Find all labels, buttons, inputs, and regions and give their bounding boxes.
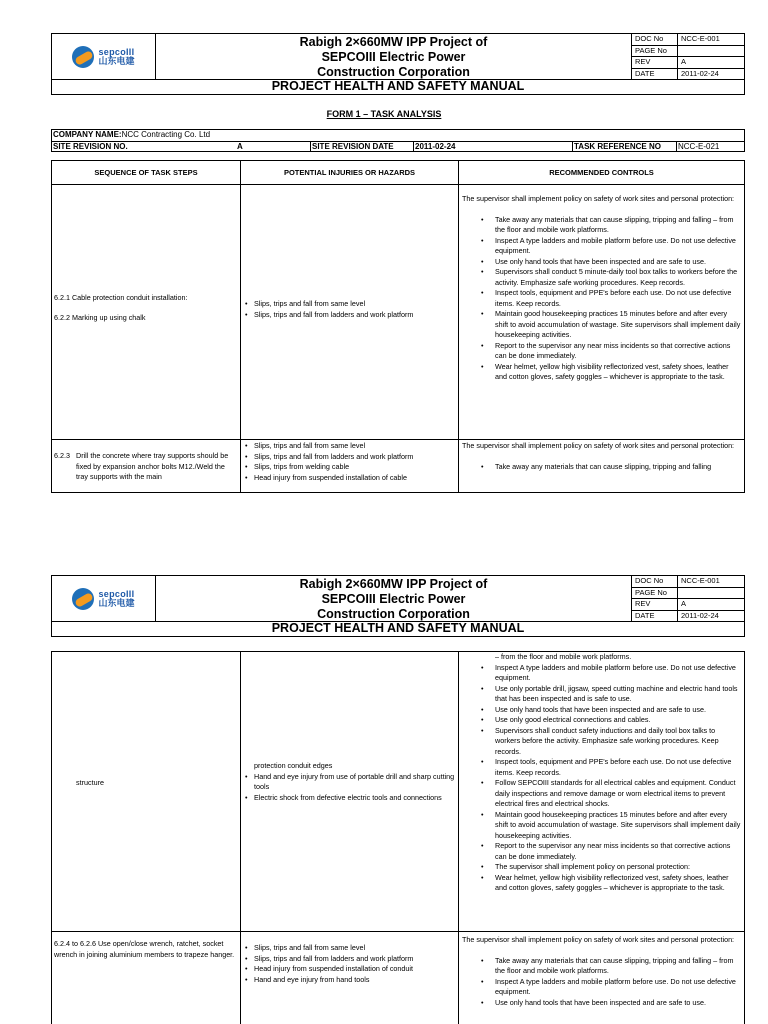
company-label: COMPANY NAME:: [53, 130, 122, 139]
controls-cell: The supervisor shall implement policy on safety of work sites and personal protection: • Take away any materials that can cause slipping, tripping and falling – from the floor and mobile work platforms. • Inspect A type ladders and mobile platform before use. Do not use defective equipment. • Use only hand tools that have been inspected and are safe to use. • Supervisors shall conduct 5 minute-daily tool box talks to workers before the activity. Emphasize safe working procedures. Keep records. • Inspect tools, equipment and PPE's before each use. Do not use defective items. Keep records. • Maintain good housekeeping practices 15 minutes before and after every shift to avoid accumulation of wastage. Site supervisors shall implement daily housekeeping activities. • Report to the supervisor any near miss incidents so that corrective actions can be done immediately. • Wear helmet, yellow high visibility reflectorized vest, safety shoes, leather and cotton gloves, safety goggles – whichever is appropriate to the task.: [459, 185, 744, 439]
steps-cell: 6.2.4 to 6.2.6 Use open/close wrench, ratchet, socket wrench in joining aluminium members to trapeze hanger.: [52, 932, 241, 1024]
hazards-cell: protection conduit edges • Hand and eye injury from use of portable drill and sharp cutting tools • Electric shock from defective electric tools and connections: [241, 652, 459, 931]
project-title: Rabigh 2×660MW IPP Project of SEPCOIII Electric Power Construction Corporation: [156, 34, 632, 79]
manual-title: PROJECT HEALTH AND SAFETY MANUAL: [271, 621, 525, 635]
task-analysis-table: [51, 160, 745, 493]
logo-icon: [72, 46, 94, 68]
page-no-value: [678, 46, 744, 57]
doc-header: [51, 33, 745, 95]
task-ref-label: TASK REFERENCE NO: [573, 142, 677, 152]
date-value: 2011-02-24: [681, 68, 719, 78]
rev-value: A: [681, 57, 687, 66]
controls-cell: The supervisor shall implement policy on safety of work sites and personal protection: • Take away any materials that can cause slipping, tripping and falling – from the floor and mobile work platforms. • Inspect A type ladders and mobile platform before use. Do not use defective equipment. • Use only hand tools that have been inspected and are safe to use.: [459, 932, 744, 1024]
steps-cell: 6.2.1 Cable protection conduit installation: 6.2.2 Marking up using chalk: [52, 185, 241, 439]
company-value: NCC Contracting Co. Ltd: [121, 130, 211, 139]
site-rev-label: SITE REVISION NO.: [53, 141, 128, 151]
table-row: [52, 440, 744, 492]
doc-meta-table: DOC No NCC-E-001 PAGE No REV A DATE 2011-02-24: [632, 34, 744, 79]
task-analysis-table-page2: [51, 651, 745, 1024]
form-title: FORM 1 – TASK ANALYSIS: [326, 109, 442, 119]
table-row: [52, 652, 744, 932]
rev-value: A: [681, 599, 687, 608]
table-header-row: [52, 161, 744, 185]
manual-title: PROJECT HEALTH AND SAFETY MANUAL: [271, 79, 525, 93]
logo-text-cn: 山东电建: [98, 597, 135, 608]
hazards-cell: • Slips, trips and fall from same level • Slips, trips and fall from ladders and work platform • Slips, trips from welding cable • Head injury from suspended installation of cable: [241, 440, 459, 492]
controls-cell: The supervisor shall implement policy on safety of work sites and personal protection: • Take away any materials that can cause slipping, tripping and falling: [459, 440, 744, 492]
logo-text-en: sepcoIII: [98, 46, 135, 57]
table-row: [52, 932, 744, 1024]
doc-no-value: NCC-E-001: [681, 34, 720, 43]
column-header-hazards: POTENTIAL INJURIES OR HAZARDS: [241, 161, 459, 184]
column-header-steps: SEQUENCE OF TASK STEPS: [52, 161, 241, 184]
task-info-table: [51, 129, 745, 152]
site-date-label: SITE REVISION DATE: [311, 142, 414, 152]
logo-text-en: sepcoIII: [98, 588, 135, 599]
steps-cell: structure: [52, 652, 241, 931]
doc-no-value: NCC-E-001: [681, 576, 720, 585]
column-header-controls: RECOMMENDED CONTROLS: [549, 168, 654, 177]
logo-icon: [72, 588, 94, 610]
logo-text-cn: 山东电建: [98, 55, 135, 66]
doc-meta-table: DOC No NCC-E-001 PAGE No REV A DATE 2011-02-24: [632, 576, 744, 621]
company-logo: [52, 34, 156, 79]
hazards-cell: • Slips, trips and fall from same level • Slips, trips and fall from ladders and work platform • Head injury from suspended installation of conduit • Hand and eye injury from hand tools: [241, 932, 459, 1024]
page-no-value: [678, 588, 744, 599]
table-row: [52, 185, 744, 440]
site-date-value: 2011-02-24: [414, 142, 573, 152]
hazards-cell: • Slips, trips and fall from same level • Slips, trips and fall from ladders and work platform: [241, 185, 459, 439]
controls-cell: – from the floor and mobile work platforms. • Inspect A type ladders and mobile platform before use. Do not use defective equipment. • Use only portable drill, jigsaw, speed cutting machine and electric hand tools that has been inspected and is safe to use. • Use only hand tools that have been inspected and are safe to use. • Use only good electrical connections and cables. • Supervisors shall conduct safety inductions and daily tool box talks to workers before the activity. Emphasize safe working procedures. Keep records. • Inspect tools, equipment and PPE's before each use. Do not use defective items. Keep records. • Follow SEPCOIII standards for all electrical cables and equipment. Conduct daily inspections and remove damage or worn electrical items to prevent electrical fires and electrical shocks. • Maintain good housekeeping practices 15 minutes before and after every shift to avoid accumulation of wastage. Site supervisors shall implement daily housekeeping activities. • Report to the supervisor any near miss incidents so that corrective actions can be done immediately. • The supervisor shall implement policy on personal protection: • Wear helmet, yellow high visibility reflectorized vest, safety shoes, leather and cotton gloves, safety goggles – whichever is appropriate to the task.: [459, 652, 744, 931]
task-ref-value: NCC-E-021: [678, 141, 720, 151]
project-title: Rabigh 2×660MW IPP Project of SEPCOIII Electric Power Construction Corporation: [156, 576, 632, 621]
steps-cell: 6.2.3 Drill the concrete where tray supports should be fixed by expansion anchor bolts M12./Weld the tray supports with the main: [52, 440, 241, 492]
site-rev-value: A: [236, 142, 311, 152]
date-value: 2011-02-24: [681, 610, 719, 620]
company-logo: [52, 576, 156, 621]
doc-header-page2: [51, 575, 745, 637]
